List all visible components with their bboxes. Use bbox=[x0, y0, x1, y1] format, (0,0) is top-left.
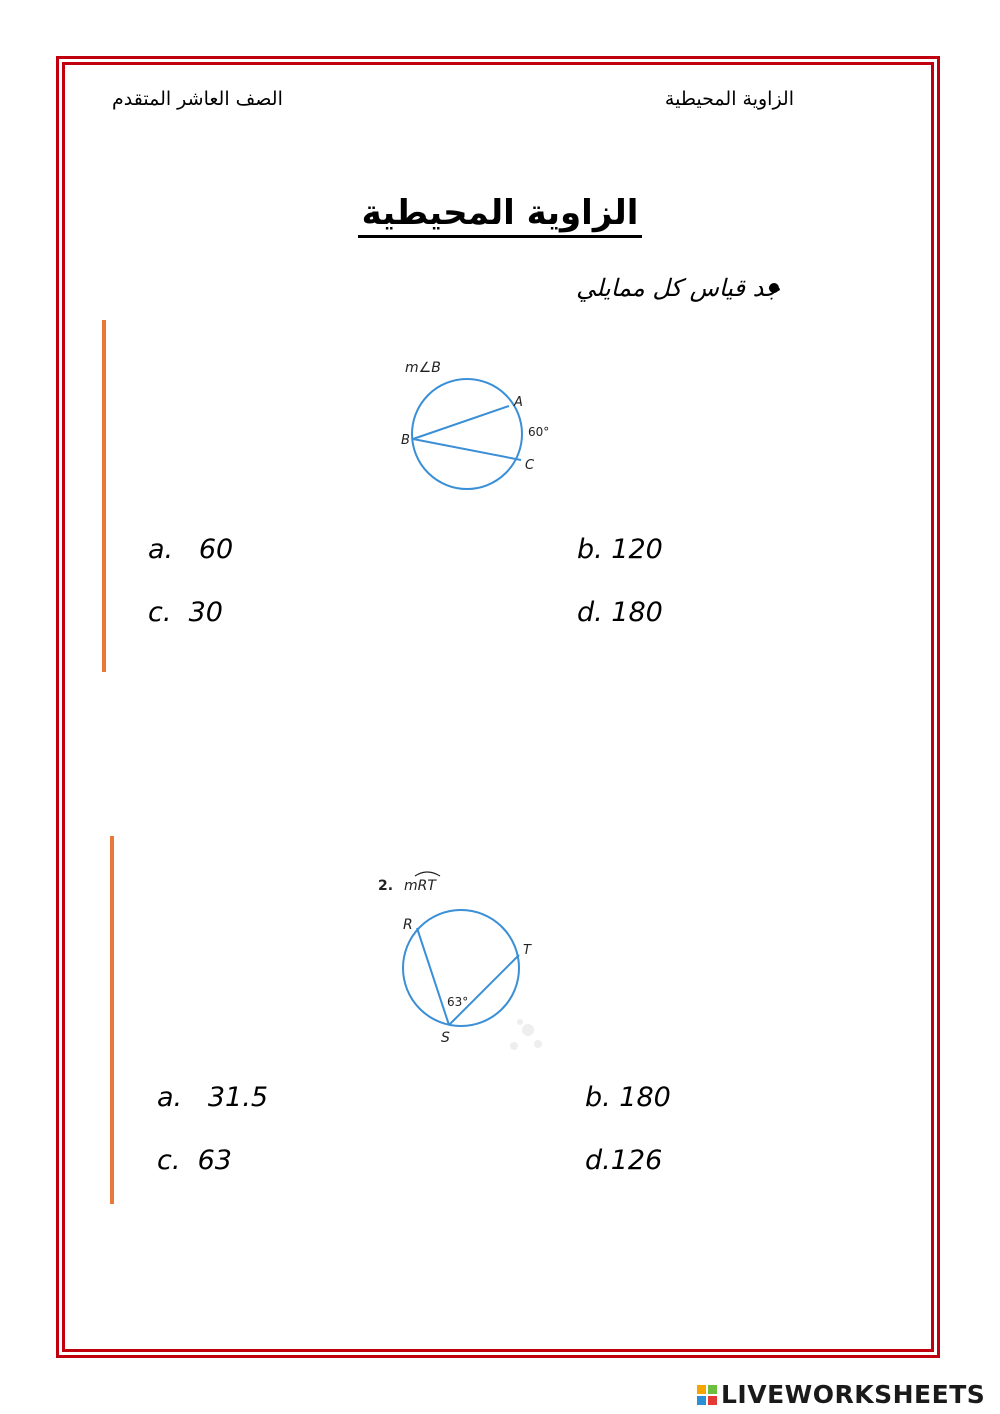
q1-arc-label: 60° bbox=[528, 425, 550, 439]
page-title bbox=[0, 193, 1000, 233]
q2-point-s: S bbox=[441, 1030, 450, 1046]
q1-point-c: C bbox=[525, 458, 535, 473]
header-grade: الصف العاشر المتقدم bbox=[112, 88, 283, 110]
q1-chord-ba bbox=[413, 406, 509, 439]
question-1-diagram bbox=[397, 346, 569, 508]
q2-angle-label: 63° bbox=[447, 995, 469, 1009]
page-title-text: الزاوية المحيطية bbox=[358, 193, 643, 238]
q2-option-a[interactable]: a. 31.5 bbox=[157, 1082, 268, 1113]
q1-point-a: A bbox=[514, 395, 523, 410]
q1-label: m∠B bbox=[405, 360, 441, 376]
q2-point-r: R bbox=[403, 917, 413, 933]
q2-chord-st bbox=[449, 955, 519, 1025]
question-2-bar bbox=[110, 836, 114, 1204]
question-2-diagram bbox=[360, 862, 548, 1054]
q1-option-d[interactable]: d. 180 bbox=[577, 597, 663, 628]
q1-option-a[interactable]: a. 60 bbox=[148, 534, 234, 565]
q1-option-b[interactable]: b. 120 bbox=[577, 534, 663, 565]
q2-option-b[interactable]: b. 180 bbox=[585, 1082, 671, 1113]
q1-point-b: B bbox=[401, 433, 410, 448]
question-1-bar bbox=[102, 320, 106, 672]
header-topic: الزاوية المحيطية bbox=[664, 88, 794, 110]
question-2-figure bbox=[360, 862, 548, 1054]
q2-point-t: T bbox=[523, 943, 531, 958]
q1-option-c[interactable]: c. 30 bbox=[148, 597, 223, 628]
question-1-figure bbox=[397, 346, 569, 508]
q2-number: 2. bbox=[378, 878, 394, 894]
q2-option-d[interactable]: d.126 bbox=[585, 1145, 663, 1176]
instruction-text: جد قياس كل ممايلي bbox=[576, 274, 780, 302]
q1-chord-bc bbox=[413, 439, 521, 460]
q2-arc-mark-icon bbox=[415, 872, 440, 876]
liveworksheets-watermark bbox=[697, 1380, 985, 1409]
q2-decoration-icon bbox=[510, 1019, 542, 1050]
q2-option-c[interactable]: c. 63 bbox=[157, 1145, 232, 1176]
watermark-text: LIVEWORKSHEETS bbox=[721, 1380, 986, 1409]
liveworksheets-logo-icon bbox=[697, 1385, 717, 1405]
q2-label: mRT bbox=[404, 878, 436, 894]
